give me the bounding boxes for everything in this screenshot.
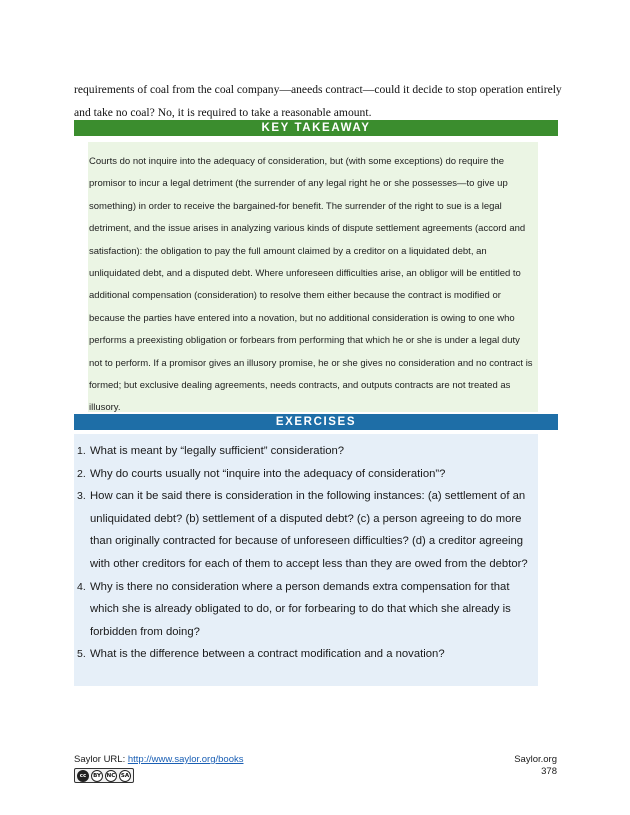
exercise-number: 3. <box>77 490 86 503</box>
exercise-text: What is meant by “legally sufficient” consideration? <box>90 445 345 457</box>
footer-page-info <box>514 754 557 778</box>
key-takeaway-box <box>88 142 538 412</box>
exercise-item <box>77 576 532 644</box>
exercises-heading: EXERCISES <box>74 414 558 430</box>
exercise-item <box>77 440 532 463</box>
exercise-number: 1. <box>77 445 86 457</box>
page-number: 378 <box>541 766 557 777</box>
intro-line-2: and take no coal? No, it is required to take a reasonable amount. <box>74 106 372 119</box>
exercise-number: 2. <box>77 467 86 480</box>
exercises-box <box>74 434 538 686</box>
creative-commons-badge-icon <box>74 768 134 783</box>
exercise-item <box>77 485 532 575</box>
exercise-text: Why is there no consideration where a person demands extra compensation for that which she is already obligated to do, or for forbearing to do that which she already is forbidden from doing? <box>90 580 511 638</box>
exercise-item <box>77 643 532 666</box>
intro-line-1: requirements of coal from the coal company—aneeds contract—could it decide to stop operation entirely <box>74 83 562 96</box>
key-takeaway-body: Courts do not inquire into the adequacy of consideration, but (with some exceptions) do require the promisor to incur a legal detriment (the surrender of any legal right he or she possesses—to give up something) in order to receive the bargained-for benefit. The surrender of the right to sue is a legal detriment, and the issue arises in analyzing various kinds of dispute settlement agreements (accord and satisfaction): the obligation to pay the full amount claimed by a creditor on a liquidated debt, an unliquidated debt, and a disputed debt. Where unforeseen difficulties arise, an obligor will be entitled to additional compensation (consideration) to resolve them either because the contract is modified or because the parties have entered into a novation, but no additional consideration is owing to one who performs a preexisting obligation or forbears from performing that which he or she is under a legal duty not to perform. If a promisor gives an illusory promise, he or she gives no consideration and no contract is formed; but exclusive dealing agreements, needs contracts, and outputs contracts are not treated as illusory. <box>89 156 533 414</box>
key-takeaway-heading: KEY TAKEAWAY <box>74 120 558 136</box>
exercise-text: How can it be said there is consideration in the following instances: (a) settlement of an unliquidated debt? (b) settlement of a disputed debt? (c) a person agreeing to do more than originally contracted for because of unforeseen difficulties? (d) a creditor agreeing with other creditors for each of them to accept less than they are owed from the debtor? <box>90 490 528 570</box>
footer-site: Saylor.org <box>514 754 557 765</box>
by-icon: BY <box>91 770 103 782</box>
footer-source <box>74 754 244 783</box>
exercises-list <box>74 434 538 666</box>
saylor-books-link[interactable]: http://www.saylor.org/books <box>127 754 244 765</box>
cc-icon: cc <box>77 770 89 782</box>
exercise-number: 5. <box>77 648 86 661</box>
exercise-number: 4. <box>77 580 86 593</box>
footer-url-label: Saylor URL: <box>74 754 128 765</box>
sa-icon: SA <box>119 770 131 782</box>
exercise-item <box>77 463 532 486</box>
intro-paragraph <box>74 78 564 124</box>
exercise-text: Why do courts usually not “inquire into the adequacy of consideration”? <box>90 467 446 480</box>
exercise-text: What is the difference between a contract modification and a novation? <box>90 648 445 661</box>
nc-icon: NC <box>105 770 117 782</box>
